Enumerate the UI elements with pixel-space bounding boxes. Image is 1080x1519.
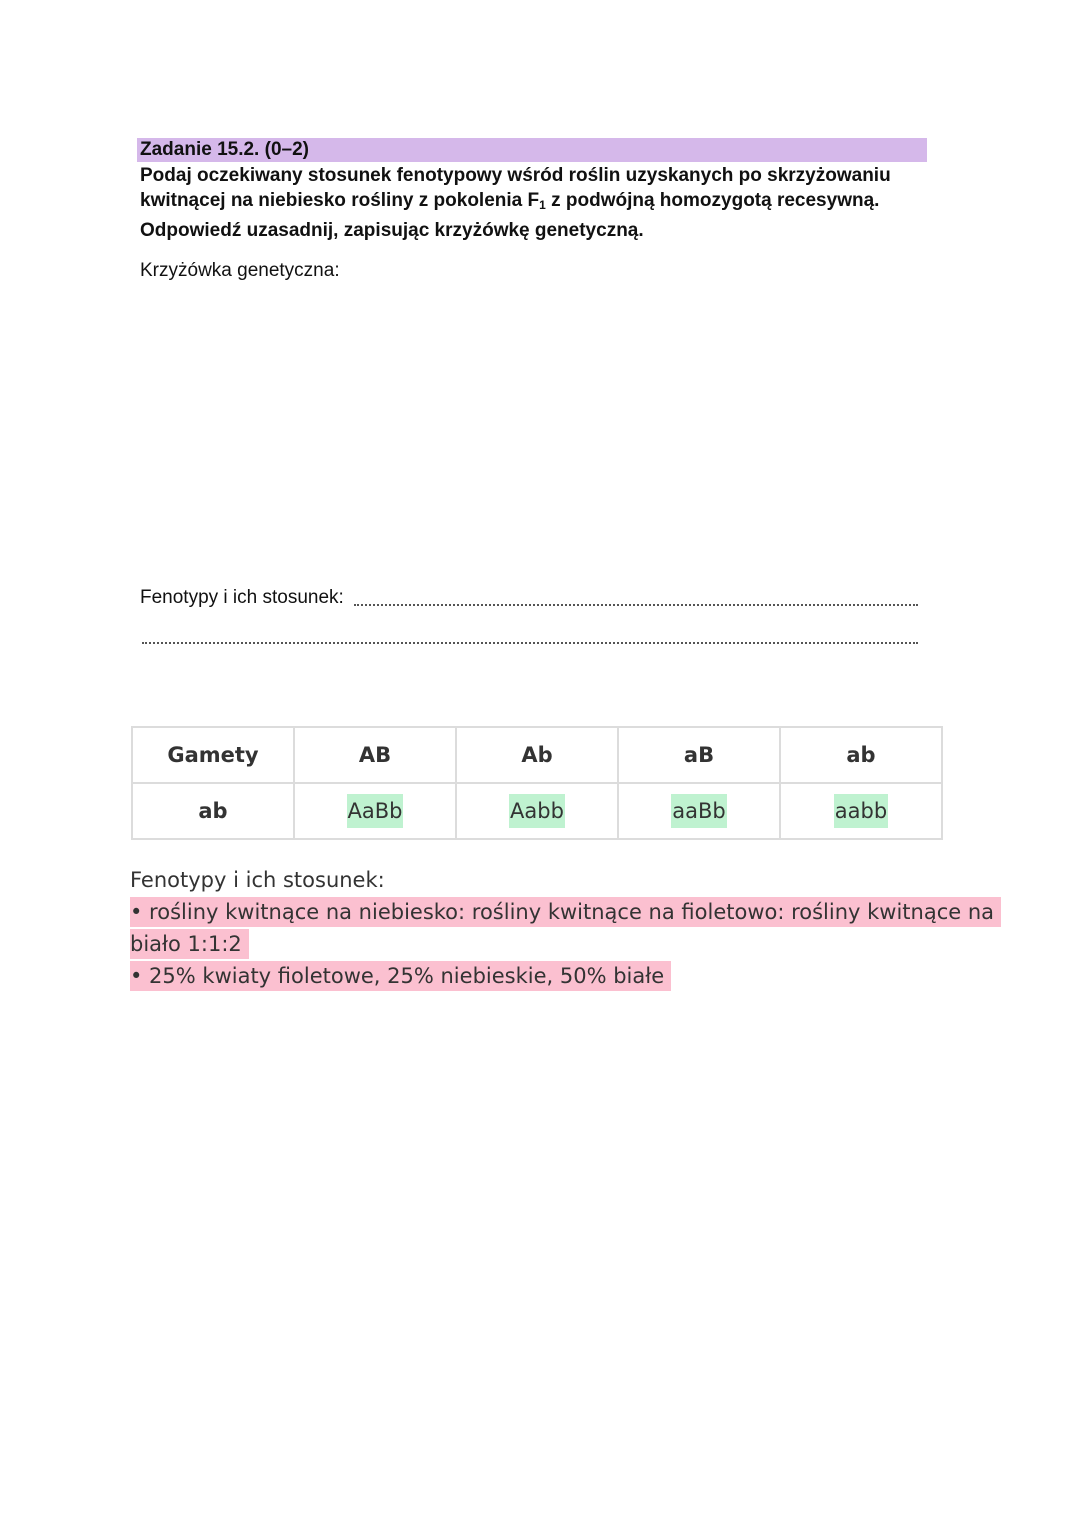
answer-line (130, 896, 1001, 928)
table-header-cell: AB (294, 727, 456, 783)
genotype-value: aabb (834, 794, 888, 828)
table-header-row (132, 727, 942, 783)
answer-block (130, 864, 1001, 992)
answer-line (130, 960, 1001, 992)
table-row (132, 783, 942, 839)
dotted-line (142, 642, 918, 644)
punnett-square (131, 726, 943, 840)
row-gamete-cell: ab (132, 783, 294, 839)
genotype-cell (780, 783, 942, 839)
question-text: kwitnącej na niebiesko rośliny z pokolenia F (140, 190, 540, 211)
answer-label: Fenotypy i ich stosunek: (130, 868, 385, 892)
table-header-cell: aB (618, 727, 780, 783)
genotype-value: Aabb (509, 794, 565, 828)
genotype-value: aaBb (671, 794, 726, 828)
answer-highlight: • rośliny kwitnące na niebiesko: rośliny kwitnące na fioletowo: rośliny kwitnące na (130, 897, 1001, 927)
genotype-cell (294, 783, 456, 839)
subscript: 1 (539, 198, 546, 212)
genotype-cell (456, 783, 618, 839)
question-line: Odpowiedź uzasadnij, zapisując krzyżówkę genetyczną. (140, 220, 644, 241)
task-title: Zadanie 15.2. (0–2) (140, 139, 309, 160)
answer-highlight: biało 1:1:2 (130, 929, 249, 959)
dotted-line (354, 604, 918, 606)
question-line (140, 188, 940, 218)
answer-line (130, 928, 1001, 960)
phenotypes-label: Fenotypy i ich stosunek: (140, 587, 344, 608)
question-text: z podwójną homozygotą recesywną. (545, 190, 880, 211)
question-line: Podaj oczekiwany stosunek fenotypowy wśród roślin uzyskanych po skrzyżowaniu (140, 165, 891, 186)
phenotypes-answer-line (140, 586, 918, 610)
table-header-cell: Ab (456, 727, 618, 783)
answer-highlight: • 25% kwiaty fioletowe, 25% niebieskie, 50% białe (130, 961, 671, 991)
cross-label: Krzyżówka genetyczna: (140, 260, 340, 281)
table-header-cell: Gamety (132, 727, 294, 783)
genotype-value: AaBb (347, 794, 404, 828)
table-header-cell: ab (780, 727, 942, 783)
genotype-cell (618, 783, 780, 839)
phenotypes-answer-line-2 (142, 630, 918, 648)
task-question (140, 163, 940, 243)
